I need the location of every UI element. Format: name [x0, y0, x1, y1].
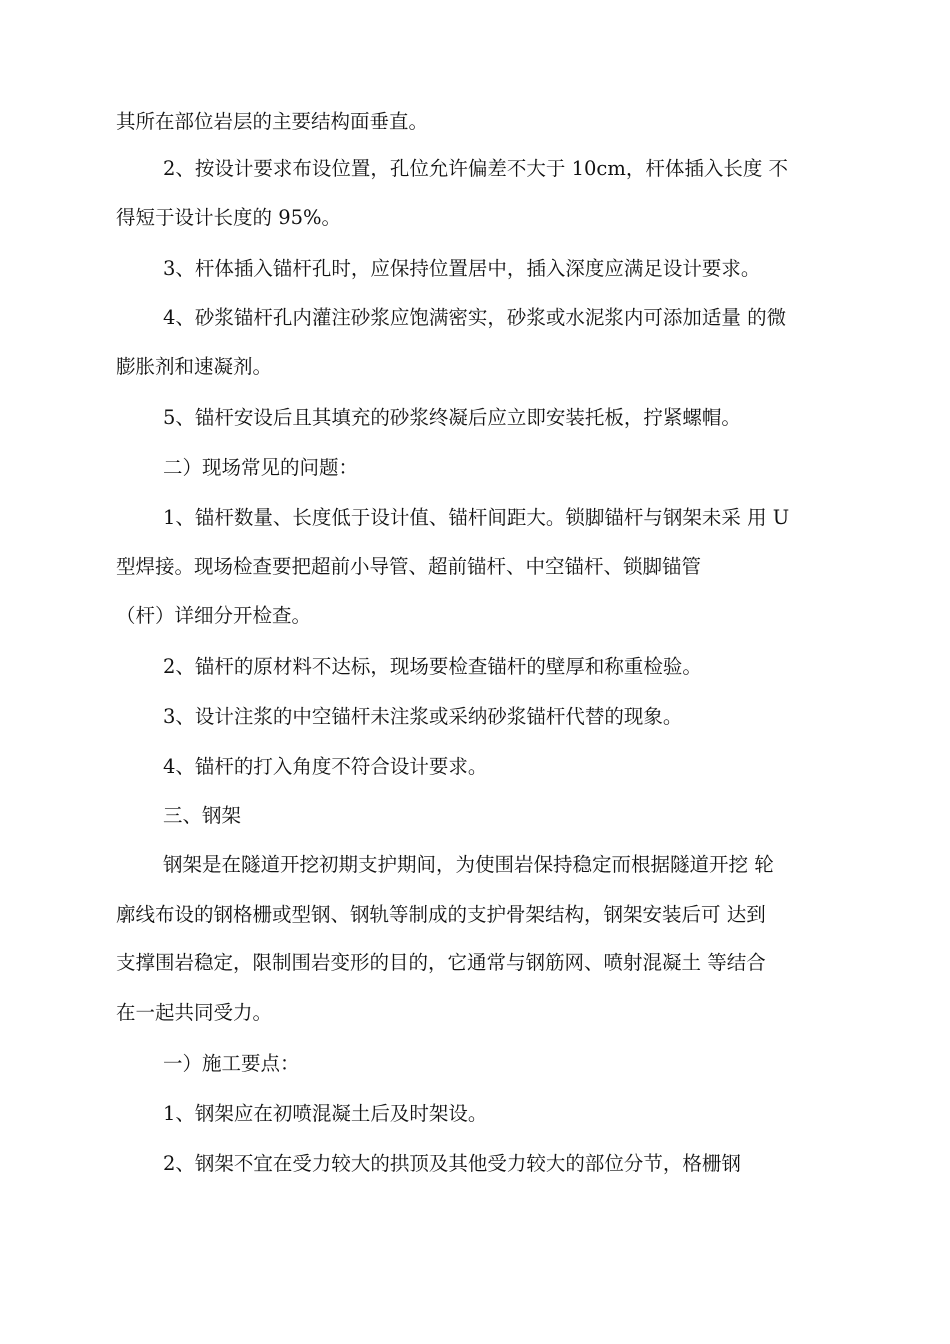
text-line: 在一起共同受力。	[116, 1001, 273, 1024]
text-line: 廓线布设的钢格栅或型钢、钢轨等制成的支护骨架结构，钢架安装后可 达到	[116, 903, 766, 926]
text-line: 2、钢架不宜在受力较大的拱顶及其他受力较大的部位分节，格栅钢	[163, 1152, 741, 1175]
text-line: 型焊接。现场检查要把超前小导管、超前锚杆、中空锚杆、锁脚锚管	[116, 555, 702, 578]
text-line: 2、锚杆的原材料不达标，现场要检查锚杆的壁厚和称重检验。	[163, 655, 702, 678]
text-line: 钢架是在隧道开挖初期支护期间，为使围岩保持稳定而根据隧道开挖 轮	[163, 853, 774, 876]
text-line: 4、锚杆的打入角度不符合设计要求。	[163, 755, 488, 778]
text-line: 得短于设计长度的 95%。	[116, 206, 342, 229]
text-line: 4、砂浆锚杆孔内灌注砂浆应饱满密实，砂浆或水泥浆内可添加适量 的微	[163, 306, 787, 329]
section-heading: 一）施工要点：	[163, 1052, 300, 1075]
section-heading: 三、钢架	[163, 804, 242, 827]
section-heading: 二）现场常见的问题：	[163, 456, 359, 479]
text-line: 1、钢架应在初喷混凝土后及时架设。	[163, 1102, 488, 1125]
text-line: 膨胀剂和速凝剂。	[116, 355, 273, 378]
text-line: 其所在部位岩层的主要结构面垂直。	[116, 110, 429, 133]
text-line: 2、按设计要求布设位置，孔位允许偏差不大于 10cm，杆体插入长度 不	[163, 157, 789, 180]
text-line: 3、设计注浆的中空锚杆未注浆或采纳砂浆锚杆代替的现象。	[163, 705, 683, 728]
text-line: 3、杆体插入锚杆孔时，应保持位置居中，插入深度应满足设计要求。	[163, 257, 761, 280]
text-line: 支撑围岩稳定，限制围岩变形的目的，它通常与钢筋网、喷射混凝土 等结合	[116, 951, 766, 974]
text-line: 5、锚杆安设后且其填充的砂浆终凝后应立即安装托板，拧紧螺帽。	[163, 406, 741, 429]
text-line: 1、锚杆数量、长度低于设计值、锚杆间距大。锁脚锚杆与钢架未采 用 U	[163, 506, 790, 529]
text-line: （杆）详细分开检查。	[116, 604, 312, 627]
